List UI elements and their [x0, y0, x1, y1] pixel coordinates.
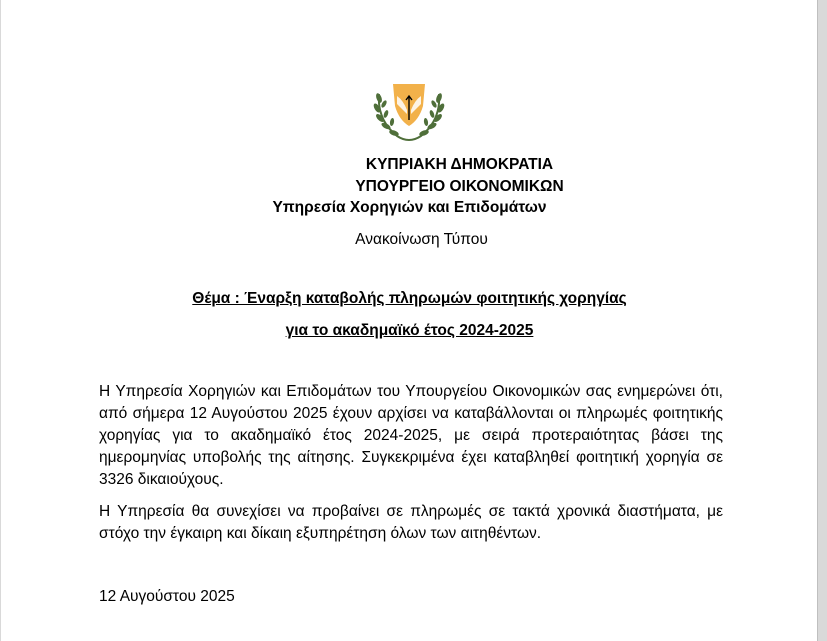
cyprus-coat-of-arms-icon — [373, 80, 445, 146]
service-heading: Υπηρεσία Χορηγιών και Επιδομάτων — [272, 199, 547, 216]
body-paragraph-2: Η Υπηρεσία θα συνεχίσει να προβαίνει σε πληρωμές σε τακτά χρονικά διαστήματα, με στόχο την έγκαιρη και δίκαιη εξυπηρέτηση όλων των αιτηθέντων. — [99, 503, 723, 542]
ministry-heading: ΥΠΟΥΡΓΕΙΟ ΟΙΚΟΝΟΜΙΚΩΝ — [355, 178, 564, 195]
subject-line-2: για το ακαδημαϊκό έτος 2024-2025 — [285, 322, 534, 339]
republic-heading: ΚΥΠΡΙΑΚΗ ΔΗΜΟΚΡΑΤΙΑ — [365, 156, 554, 173]
subject-line-1: Θέμα : Έναρξη καταβολής πληρωμών φοιτητικής χορηγίας — [192, 290, 627, 307]
document-page — [1, 0, 818, 641]
body-paragraph-1: Η Υπηρεσία Χορηγιών και Επιδομάτων του Υπουργείου Οικονομικών σας ενημερώνει ότι, από σήμερα 12 Αυγούστου 2025 έχουν αρχίσει να καταβάλλονται οι πληρωμές φοιτητικής χορηγίας για το ακαδημαϊκό έτος 2024-2025, με σειρά προτεραιότητας βάσει της ημερομηνίας υποβολής της αίτησης. Συγκεκριμένα έχει καταβληθεί φοιτητική χορηγία σε 3326 δικαιούχους. — [99, 383, 723, 488]
document-type: Ανακοίνωση Τύπου — [355, 231, 488, 248]
document-date: 12 Αυγούστου 2025 — [99, 588, 235, 605]
